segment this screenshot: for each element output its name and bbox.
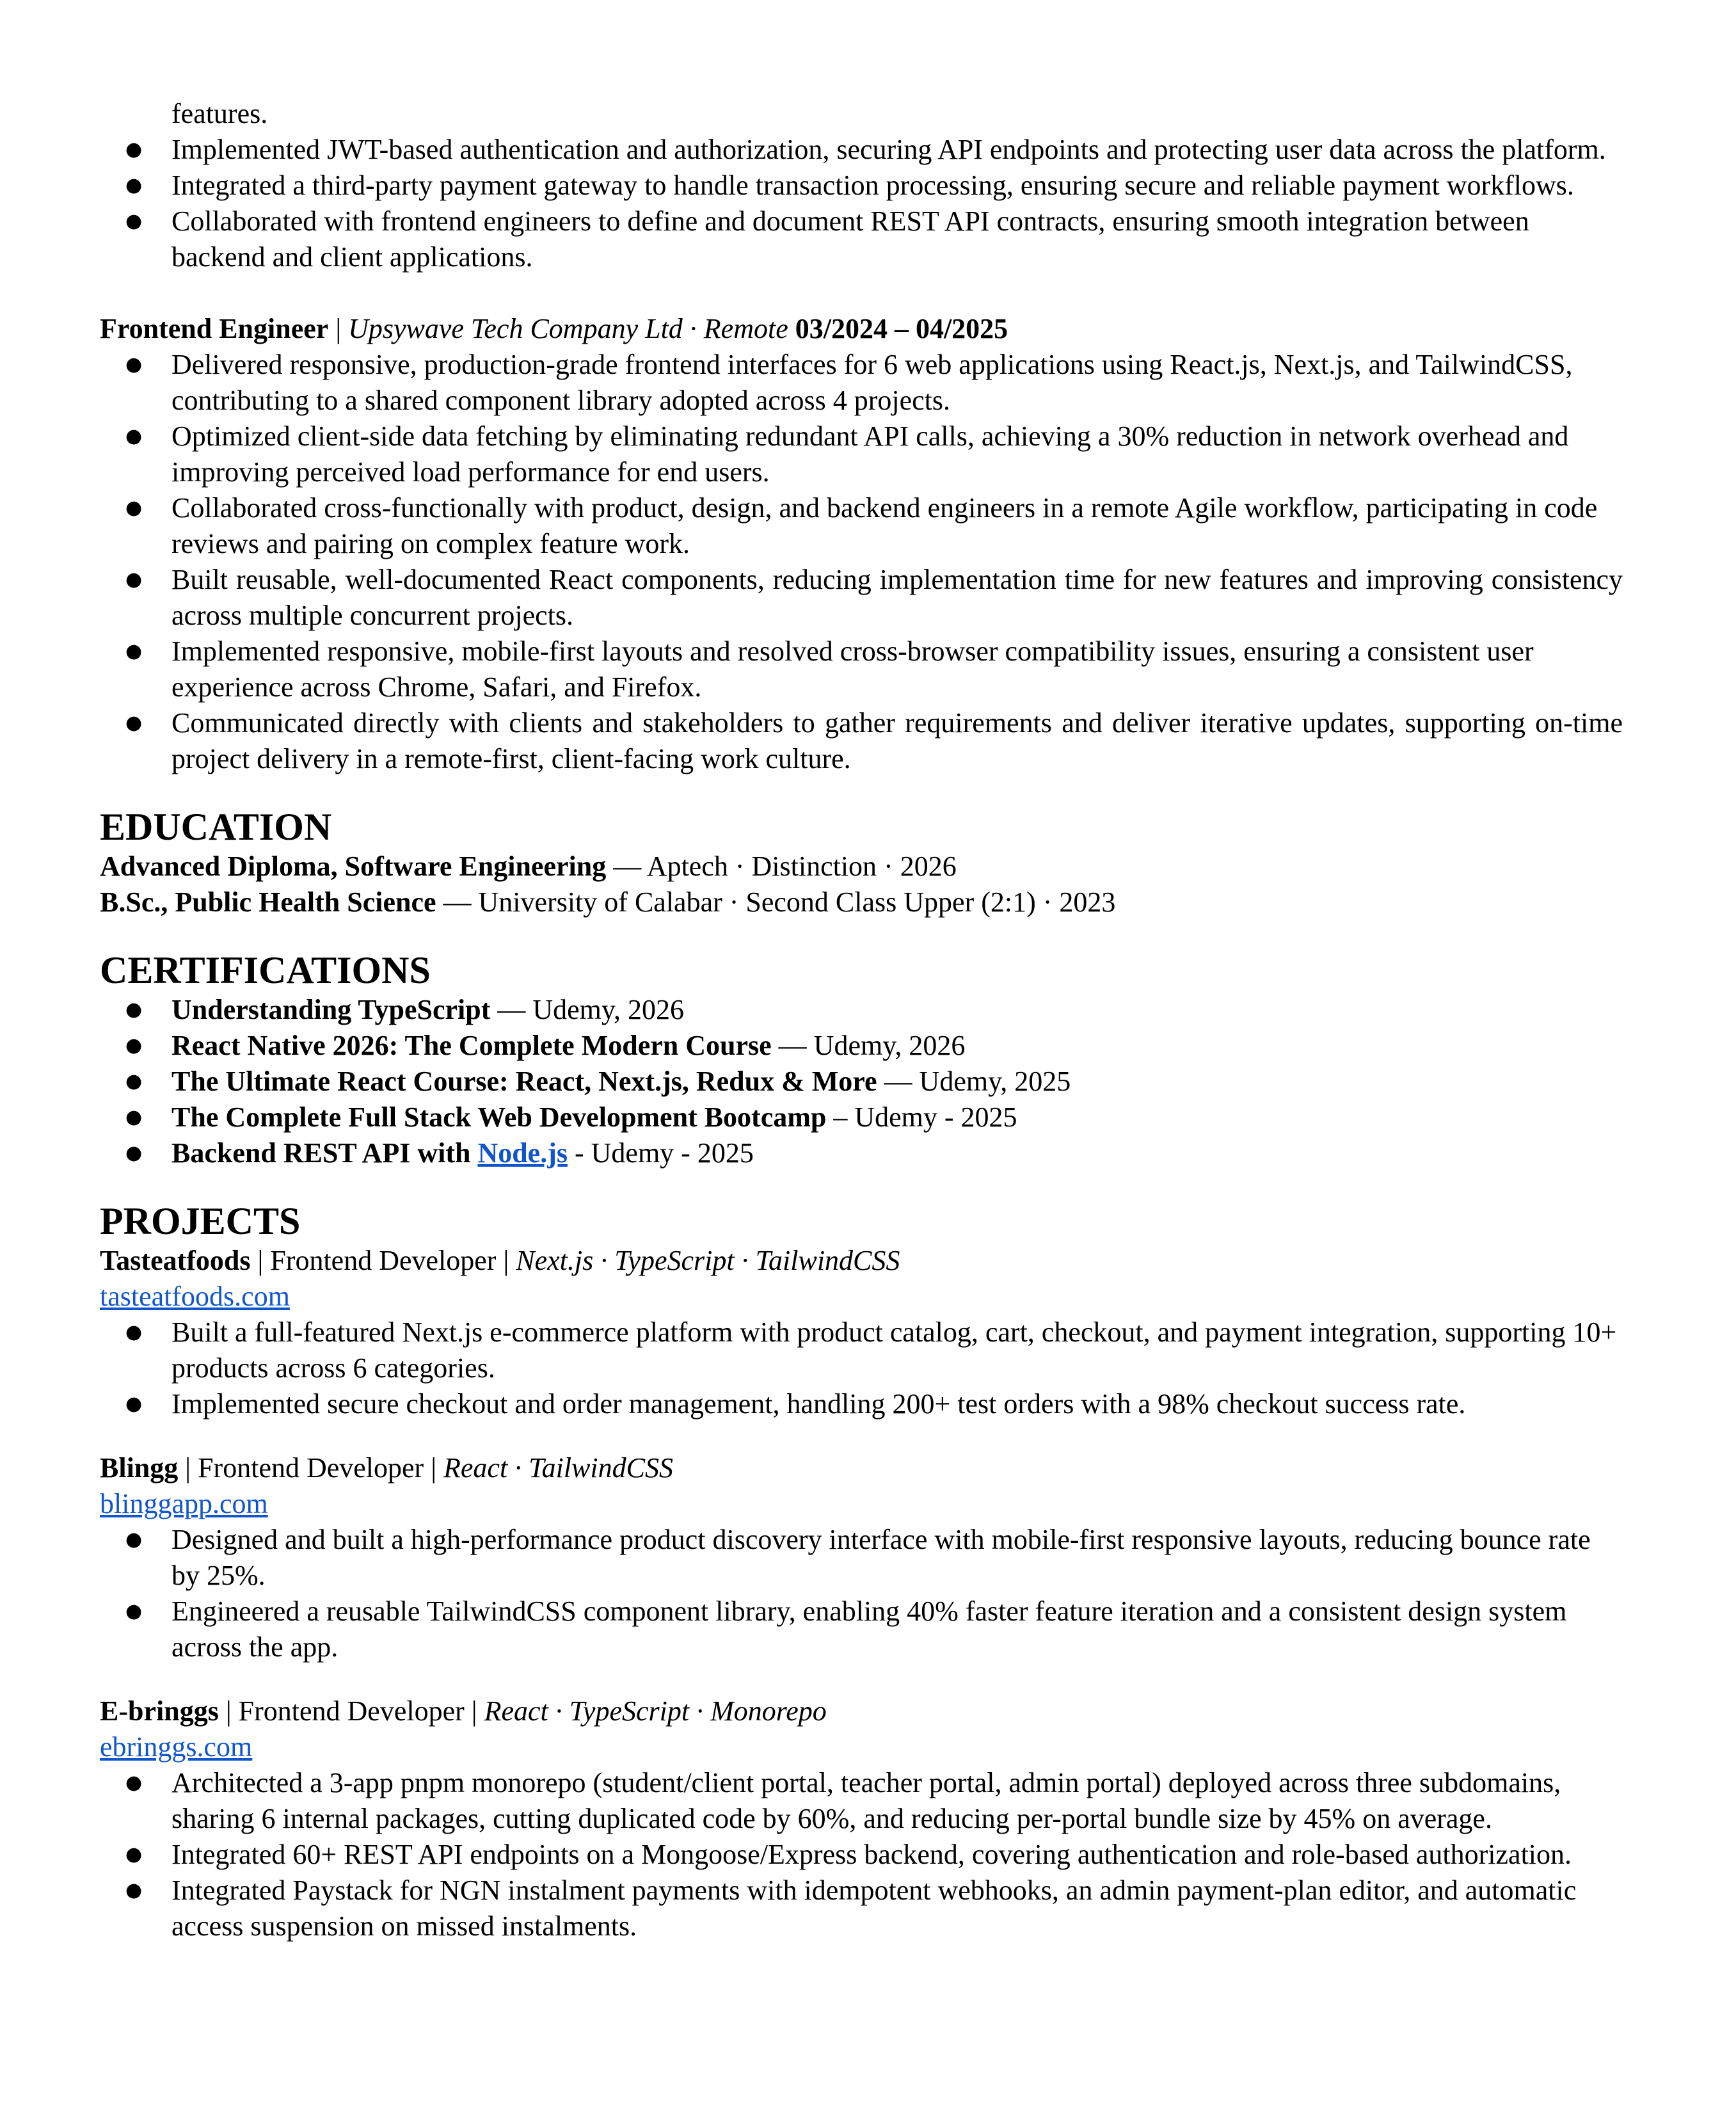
bullet-icon: ● (125, 1070, 143, 1092)
project-name: Blingg (100, 1452, 179, 1484)
bullet-icon: ● (125, 174, 143, 196)
project-url-link[interactable]: tasteatfoods.com (100, 1281, 290, 1312)
list-item: ● Understanding TypeScript — Udemy, 2026 (100, 992, 1623, 1028)
job-heading (100, 311, 1623, 347)
bullet-icon: ● (125, 712, 143, 734)
list-item: ● Communicated directly with clients and stakeholders to gather requirements and deliver iterative updates, supporting on-time project delivery in a remote-first, client-facing work culture. (100, 705, 1623, 777)
nodejs-link[interactable]: Node.js (477, 1137, 568, 1169)
bullet-icon: ● (125, 1772, 143, 1794)
list-item: ● Implemented secure checkout and order management, handling 200+ test orders with a 98% checkout success rate. (100, 1386, 1623, 1422)
list-item: ● Collaborated cross-functionally with product, design, and backend engineers in a remote Agile workflow, participating in code reviews and pairing on complex feature work. (100, 490, 1623, 562)
education-entry: B.Sc., Public Health Science — University of Calabar · Second Class Upper (2:1) · 2023 (100, 886, 1116, 918)
job-title: Frontend Engineer (100, 313, 329, 344)
bullet-icon: ● (125, 1034, 143, 1057)
project-heading: E-bringgs | Frontend Developer | React · TypeScript · Monorepo (100, 1695, 827, 1727)
bullet-icon: ● (125, 1528, 143, 1551)
project-name: E-bringgs (100, 1695, 219, 1727)
bullet-icon: ● (125, 497, 143, 519)
bullet-icon: ● (125, 1879, 143, 1901)
bullet-continuation: features. (171, 98, 268, 129)
list-item: ● Built a full-featured Next.js e-commerce platform with product catalog, cart, checkout, and payment integration, supporting 10+ products across 6 categories. (100, 1315, 1623, 1386)
job-dates: 03/2024 – 04/2025 (795, 313, 1008, 344)
bullet-icon: ● (125, 640, 143, 662)
project-stack: React · TypeScript · Monorepo (484, 1695, 827, 1727)
bullet-icon: ● (125, 210, 143, 232)
degree: B.Sc., Public Health Science (100, 886, 436, 918)
list-item: ● Integrated Paystack for NGN instalment payments with idempotent webhooks, an admin payment-plan editor, and automatic access suspension on missed instalments. (100, 1873, 1623, 1944)
bullet-icon: ● (125, 998, 143, 1021)
job-company: Upsywave Tech Company Ltd · Remote (348, 313, 788, 344)
bullet-icon: ● (125, 425, 143, 447)
bullet-icon: ● (125, 138, 143, 161)
frontend-job-bullets (100, 347, 1623, 777)
project-stack: React · TailwindCSS (443, 1452, 673, 1484)
prev-job-bullets (100, 132, 1623, 275)
project-name: Tasteatfoods (100, 1245, 251, 1276)
project-stack: Next.js · TypeScript · TailwindCSS (516, 1245, 900, 1276)
project-bullets (100, 1765, 1623, 1944)
list-item: ● The Ultimate React Course: React, Next.js, Redux & More — Udemy, 2025 (100, 1064, 1623, 1100)
certifications-list (100, 992, 1623, 1171)
list-item: ● Engineered a reusable TailwindCSS component library, enabling 40% faster feature iteration and a consistent design system across the app. (100, 1594, 1623, 1665)
education-entry: Advanced Diploma, Software Engineering — Aptech · Distinction · 2026 (100, 851, 957, 882)
list-item: ● The Complete Full Stack Web Development Bootcamp – Udemy - 2025 (100, 1100, 1623, 1135)
list-item: ● Collaborated with frontend engineers to define and document REST API contracts, ensuring smooth integration between backend and client applications. (100, 204, 1623, 275)
resume-page (100, 96, 1623, 1944)
project-heading: Tasteatfoods | Frontend Developer | Next.js · TypeScript · TailwindCSS (100, 1245, 900, 1276)
bullet-icon: ● (125, 1142, 143, 1164)
bullet-icon: ● (125, 1393, 143, 1415)
list-item: ● Implemented responsive, mobile-first layouts and resolved cross-browser compatibility issues, ensuring a consistent user experience across Chrome, Safari, and Firefox. (100, 634, 1623, 705)
project-url-link[interactable]: blinggapp.com (100, 1488, 268, 1519)
certifications-heading: CERTIFICATIONS (100, 949, 431, 991)
list-item: ● Designed and built a high-performance product discovery interface with mobile-first responsive layouts, reducing bounce rate by 25%. (100, 1522, 1623, 1594)
bullet-icon: ● (125, 568, 143, 591)
project-url-link[interactable]: ebringgs.com (100, 1731, 253, 1763)
list-item: ● React Native 2026: The Complete Modern Course — Udemy, 2026 (100, 1028, 1623, 1064)
list-item: ● Integrated a third-party payment gateway to handle transaction processing, ensuring secure and reliable payment workflows. (100, 168, 1623, 204)
list-item: ● Backend REST API with Node.js - Udemy - 2025 (100, 1135, 1623, 1171)
bullet-icon: ● (125, 1600, 143, 1622)
education-heading: EDUCATION (100, 806, 332, 848)
separator: | (328, 313, 349, 344)
list-item: ● Delivered responsive, production-grade frontend interfaces for 6 web applications using React.js, Next.js, and TailwindCSS, contributing to a shared component library adopted across 4 projects. (100, 347, 1623, 419)
list-item: ● Implemented JWT-based authentication and authorization, securing API endpoints and protecting user data across the platform. (100, 132, 1623, 168)
project-bullets (100, 1315, 1623, 1422)
project-bullets (100, 1522, 1623, 1665)
bullet-icon: ● (125, 1321, 143, 1343)
list-item: ● Integrated 60+ REST API endpoints on a Mongoose/Express backend, covering authentication and role-based authorization. (100, 1837, 1623, 1873)
list-item: ● Architected a 3-app pnpm monorepo (student/client portal, teacher portal, admin portal) deployed across three subdomains, sharing 6 internal packages, cutting duplicated code by 60%, and reducing per-portal bundle size by 45% on average. (100, 1765, 1623, 1837)
degree: Advanced Diploma, Software Engineering (100, 851, 607, 882)
bullet-icon: ● (125, 1106, 143, 1128)
list-item: ● Built reusable, well-documented React components, reducing implementation time for new features and improving consistency across multiple concurrent projects. (100, 562, 1623, 634)
bullet-icon: ● (125, 353, 143, 376)
project-heading: Blingg | Frontend Developer | React · TailwindCSS (100, 1452, 673, 1484)
projects-heading: PROJECTS (100, 1200, 301, 1242)
list-item: ● Optimized client-side data fetching by eliminating redundant API calls, achieving a 30% reduction in network overhead and improving perceived load performance for end users. (100, 419, 1623, 490)
bullet-icon: ● (125, 1843, 143, 1866)
